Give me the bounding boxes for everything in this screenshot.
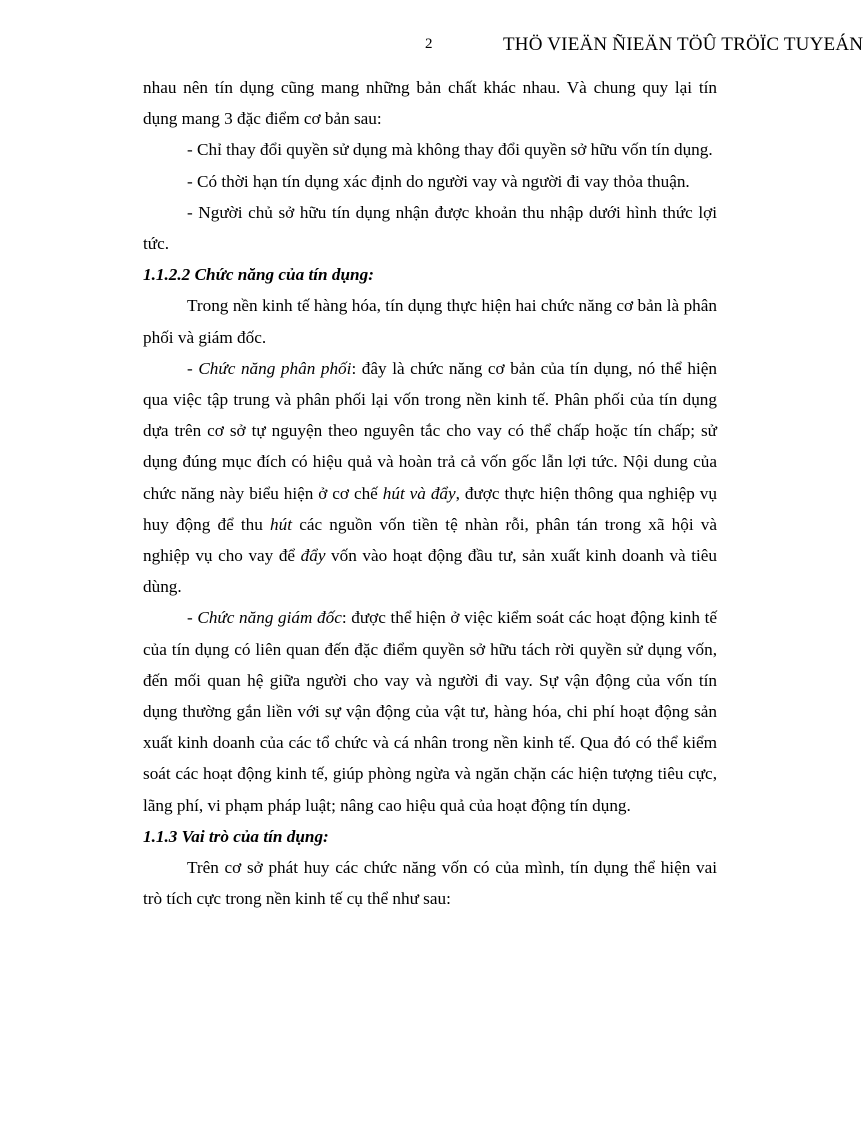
paragraph-supervision-function (143, 602, 717, 820)
section-heading: 1.1.2.2 Chức năng của tín dụng: (143, 265, 374, 285)
paragraph-distribution-function (143, 353, 717, 603)
dash: - (187, 608, 198, 628)
header-title: THÖ VIEÄN ÑIEÄN TÖÛ TRÖÏC TUYEÁN (503, 34, 863, 55)
dash: - (187, 358, 199, 378)
document-body (143, 72, 717, 914)
term-italic: Chức năng giám đốc (197, 608, 342, 628)
text-run: : đây là chức năng cơ bản của tín dụng, nó thể hiện qua việc tập trung và phân phối lại vốn trong nền kinh tế. Phân phối của tín dụng dựa trên cơ sở tự nguyện theo nguyên tắc cho vay có thể chấp hoặc tín chấp; sử dụng đúng mục đích có hiệu quả và hoàn trả cả vốn gốc lẫn lợi tức. Nội dung của chức năng này biểu hiện ở cơ chế (143, 358, 717, 503)
paragraph: Trên cơ sở phát huy các chức năng vốn có của mình, tín dụng thể hiện vai trò tích cực trong nền kinh tế cụ thể như sau: (143, 858, 717, 909)
paragraph: Trong nền kinh tế hàng hóa, tín dụng thực hiện hai chức năng cơ bản là phân phối và giám đốc. (143, 296, 717, 347)
text-run: các nguồn vốn tiền tệ nhàn rỗi, phân tán trong xã hội và nghiệp vụ cho vay để (143, 514, 717, 566)
term-italic: Chức năng phân phối (198, 358, 352, 378)
list-item: - Chỉ thay đổi quyền sử dụng mà không thay đổi quyền sở hữu vốn tín dụng. (187, 140, 713, 160)
text-run: , được thực hiện thông qua nghiệp vụ huy động để thu (143, 483, 717, 534)
term-italic: đẩy (300, 546, 326, 566)
list-item: - Có thời hạn tín dụng xác định do người vay và người đi vay thỏa thuận. (187, 171, 690, 191)
page-number: 2 (425, 36, 433, 52)
section-heading: 1.1.3 Vai trò của tín dụng: (143, 826, 329, 846)
text-run: : được thể hiện ở việc kiểm soát các hoạt động kinh tế của tín dụng có liên quan đến đặc điểm quyền sở hữu tách rời quyền sử dụng vốn, đến mối quan hệ giữa người cho vay và người đi vay. Sự vận động của vốn tín dụng thường gắn liền với sự vận động của vật tư, hàng hóa, chi phí hoạt động sản xuất kinh doanh của các tổ chức và cá nhân trong nền kinh tế. Qua đó có thể kiểm soát các hoạt động kinh tế, giúp phòng ngừa và ngăn chặn các hiện tượng tiêu cực, lãng phí, vi phạm pháp luật; nâng cao hiệu quả của hoạt động tín dụng. (143, 608, 717, 815)
term-italic: hút và đẩy (382, 483, 456, 503)
paragraph: nhau nên tín dụng cũng mang những bản chất khác nhau. Và chung quy lại tín dụng mang 3 đặc điểm cơ bản sau: (143, 78, 717, 129)
text-run: vốn vào hoạt động đầu tư, sản xuất kinh doanh và tiêu dùng. (143, 546, 717, 597)
list-item: - Người chủ sở hữu tín dụng nhận được khoản thu nhập dưới hình thức lợi tức. (143, 202, 717, 254)
term-italic: hút (270, 514, 293, 534)
